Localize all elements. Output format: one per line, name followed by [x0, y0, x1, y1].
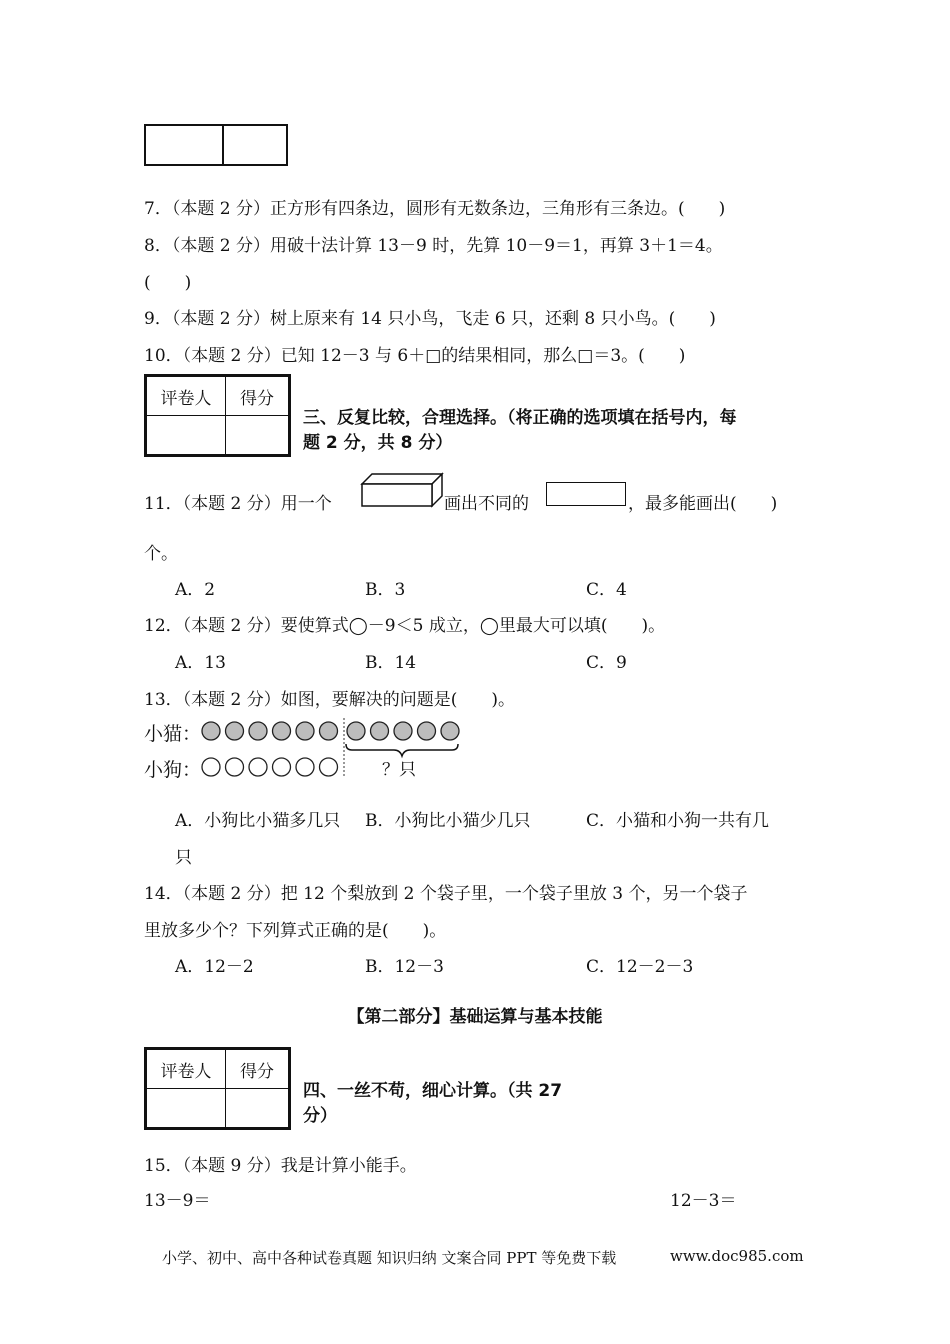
- question-14-line1: 14．（本题 2 分）把 12 个梨放到 2 个袋子里，一个袋子里放 3 个，另一个袋子: [144, 884, 748, 904]
- question-15: 15．（本题 9 分）我是计算小能手。: [144, 1156, 417, 1176]
- question-12-option-b: B．14: [365, 653, 417, 673]
- question-7: 7．（本题 2 分）正方形有四条边，圆形有无数条边，三角形有三条边。( ): [144, 199, 726, 219]
- cat-circle: [394, 722, 412, 740]
- question-13-option-c: C．小猫和小狗一共有几: [586, 811, 770, 831]
- question-12-option-c: C．9: [586, 653, 627, 673]
- cat-dog-diagram: [198, 716, 468, 782]
- dog-circle: [273, 758, 291, 776]
- question-11-option-c: C．4: [586, 580, 627, 600]
- cat-circle: [296, 722, 314, 740]
- question-8-line1: 8．（本题 2 分）用破十法计算 13－9 时，先算 10－9＝1，再算 3＋1＝4。: [144, 236, 723, 256]
- dog-circle: [226, 758, 244, 776]
- rectangle-icon: [546, 482, 626, 506]
- cat-circle: [320, 722, 338, 740]
- dog-circle: [296, 758, 314, 776]
- brace-label: ？只: [382, 760, 416, 780]
- reviewer-label: 评卷人: [147, 377, 226, 416]
- score-box-section4: [144, 1047, 291, 1130]
- question-11-option-b: B．3: [365, 580, 406, 600]
- calc-left: 13－9＝: [144, 1191, 211, 1211]
- question-14-option-a: A．12－2: [175, 957, 254, 977]
- cat-circle: [371, 722, 389, 740]
- question-9: 9．（本题 2 分）树上原来有 14 只小鸟，飞走 6 只，还剩 8 只小鸟。( ): [144, 309, 716, 329]
- dog-circle: [202, 758, 220, 776]
- top-answer-box: [144, 124, 288, 166]
- question-11-part3: ，最多能画出( ): [628, 494, 778, 514]
- question-11-option-a: A．2: [175, 580, 216, 600]
- question-14-line2: 里放多少个？下列算式正确的是( )。: [144, 921, 447, 941]
- score-label: 得分: [226, 377, 289, 416]
- top-answer-cell-2: [224, 126, 286, 164]
- section3-title-line2: 题 2 分，共 8 分）: [303, 433, 453, 453]
- question-12-option-a: A．13: [175, 653, 226, 673]
- question-14-option-c: C．12－2－3: [586, 957, 694, 977]
- reviewer-cell: [147, 416, 226, 455]
- top-answer-cell-1: [146, 126, 224, 164]
- cat-circle: [226, 722, 244, 740]
- part2-title: 【第二部分】基础运算与基本技能: [347, 1007, 603, 1027]
- cat-circle: [347, 722, 365, 740]
- score-cell: [226, 1089, 289, 1128]
- reviewer-label: 评卷人: [147, 1050, 226, 1089]
- question-8-line2: ( ): [144, 273, 192, 293]
- question-11-part2: 画出不同的: [444, 494, 529, 514]
- footer-left: 小学、初中、高中各种试卷真题 知识归纳 文案合同 PPT 等免费下载: [162, 1249, 617, 1267]
- dog-circle: [249, 758, 267, 776]
- score-label: 得分: [226, 1050, 289, 1089]
- question-11-line2: 个。: [144, 544, 178, 564]
- question-13: 13．（本题 2 分）如图，要解决的问题是( )。: [144, 690, 516, 710]
- cat-circle: [249, 722, 267, 740]
- question-14-option-b: B．12－3: [365, 957, 444, 977]
- reviewer-cell: [147, 1089, 226, 1128]
- score-cell: [226, 416, 289, 455]
- question-12: 12．（本题 2 分）要使算式◯－9＜5 成立，◯里最大可以填( )。: [144, 616, 666, 636]
- cat-circle: [202, 722, 220, 740]
- dog-label: 小狗：: [144, 759, 202, 781]
- section3-title-line1: 三、反复比较，合理选择。（将正确的选项填在括号内，每: [303, 408, 737, 428]
- question-13-option-a: A．小狗比小猫多几只: [175, 811, 341, 831]
- section4-title-line1: 四、一丝不苟，细心计算。（共 27: [303, 1081, 563, 1101]
- cat-circle: [441, 722, 459, 740]
- cat-circle: [418, 722, 436, 740]
- question-11-part1: 11．（本题 2 分）用一个: [144, 494, 332, 514]
- section4-title-line2: 分）: [303, 1106, 337, 1126]
- question-10: 10．（本题 2 分）已知 12－3 与 6＋□的结果相同，那么□＝3。( ): [144, 346, 686, 366]
- cat-label: 小猫：: [144, 723, 202, 745]
- question-13-option-b: B．小狗比小猫少几只: [365, 811, 531, 831]
- score-box-section3: [144, 374, 291, 457]
- footer-link[interactable]: www.doc985.com: [670, 1247, 804, 1265]
- dog-circle: [320, 758, 338, 776]
- cat-circle: [273, 722, 291, 740]
- calc-right: 12－3＝: [670, 1191, 737, 1211]
- question-13-option-c-wrap: 只: [175, 848, 192, 868]
- cuboid-icon: [360, 472, 444, 508]
